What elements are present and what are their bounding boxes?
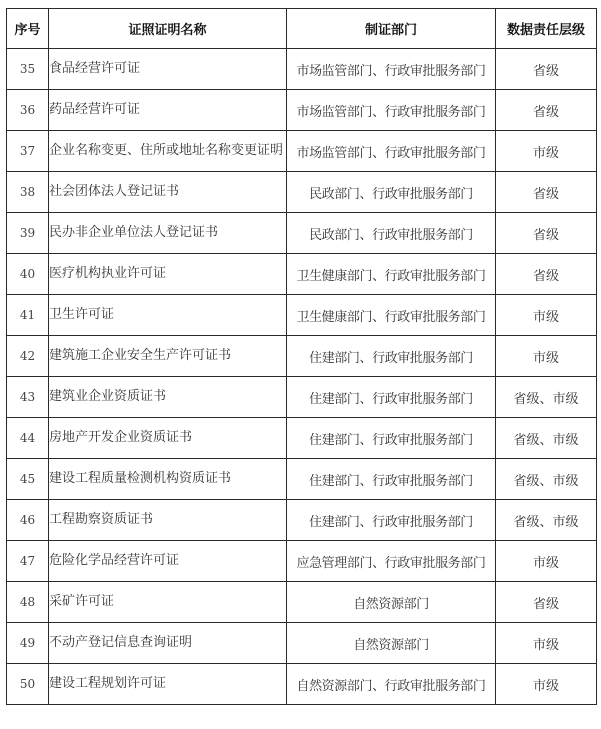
cell-no: 47 (7, 541, 49, 582)
cell-no: 35 (7, 49, 49, 90)
cell-dept: 市场监管部门、行政审批服务部门 (287, 131, 496, 172)
cell-name: 建设工程质量检测机构资质证书 (49, 459, 287, 500)
certificate-table (6, 8, 597, 705)
cell-no: 38 (7, 172, 49, 213)
cell-name: 危险化学品经营许可证 (49, 541, 287, 582)
cell-dept: 卫生健康部门、行政审批服务部门 (287, 254, 496, 295)
cell-name: 建筑业企业资质证书 (49, 377, 287, 418)
cell-no: 41 (7, 295, 49, 336)
cell-level: 省级 (496, 254, 597, 295)
cell-no: 45 (7, 459, 49, 500)
cell-level: 市级 (496, 664, 597, 705)
cell-no: 48 (7, 582, 49, 623)
cell-name: 采矿许可证 (49, 582, 287, 623)
cell-name: 不动产登记信息查询证明 (49, 623, 287, 664)
table-row (7, 500, 597, 541)
header-dept: 制证部门 (287, 9, 496, 49)
cell-level: 省级 (496, 172, 597, 213)
cell-level: 省级 (496, 49, 597, 90)
cell-name: 房地产开发企业资质证书 (49, 418, 287, 459)
cell-name: 卫生许可证 (49, 295, 287, 336)
cell-no: 44 (7, 418, 49, 459)
cell-level: 市级 (496, 131, 597, 172)
cell-level: 市级 (496, 295, 597, 336)
table-row (7, 664, 597, 705)
table-row (7, 172, 597, 213)
table-body (7, 49, 597, 705)
cell-dept: 住建部门、行政审批服务部门 (287, 500, 496, 541)
cell-name: 建设工程规划许可证 (49, 664, 287, 705)
cell-level: 市级 (496, 541, 597, 582)
cell-no: 40 (7, 254, 49, 295)
cell-name: 医疗机构执业许可证 (49, 254, 287, 295)
cell-no: 39 (7, 213, 49, 254)
header-no: 序号 (7, 9, 49, 49)
cell-level: 省级 (496, 90, 597, 131)
table-row (7, 90, 597, 131)
cell-level: 省级、市级 (496, 459, 597, 500)
cell-dept: 应急管理部门、行政审批服务部门 (287, 541, 496, 582)
header-row (7, 9, 597, 49)
cell-level: 省级、市级 (496, 377, 597, 418)
table-row (7, 213, 597, 254)
table-row (7, 582, 597, 623)
cell-dept: 民政部门、行政审批服务部门 (287, 172, 496, 213)
table-row (7, 254, 597, 295)
cell-dept: 住建部门、行政审批服务部门 (287, 459, 496, 500)
cell-no: 46 (7, 500, 49, 541)
cell-no: 49 (7, 623, 49, 664)
header-name: 证照证明名称 (49, 9, 287, 49)
cell-name: 建筑施工企业安全生产许可证书 (49, 336, 287, 377)
cell-dept: 自然资源部门 (287, 623, 496, 664)
cell-level: 市级 (496, 623, 597, 664)
cell-name: 药品经营许可证 (49, 90, 287, 131)
table-row (7, 418, 597, 459)
cell-dept: 住建部门、行政审批服务部门 (287, 377, 496, 418)
cell-no: 37 (7, 131, 49, 172)
cell-name: 工程勘察资质证书 (49, 500, 287, 541)
cell-dept: 市场监管部门、行政审批服务部门 (287, 90, 496, 131)
cell-no: 50 (7, 664, 49, 705)
cell-dept: 自然资源部门、行政审批服务部门 (287, 664, 496, 705)
cell-dept: 卫生健康部门、行政审批服务部门 (287, 295, 496, 336)
cell-name: 民办非企业单位法人登记证书 (49, 213, 287, 254)
cell-name: 社会团体法人登记证书 (49, 172, 287, 213)
cell-level: 市级 (496, 336, 597, 377)
table-row (7, 131, 597, 172)
cell-dept: 自然资源部门 (287, 582, 496, 623)
table-row (7, 623, 597, 664)
cell-level: 省级 (496, 582, 597, 623)
cell-level: 省级、市级 (496, 418, 597, 459)
table-row (7, 49, 597, 90)
cell-no: 43 (7, 377, 49, 418)
cell-dept: 市场监管部门、行政审批服务部门 (287, 49, 496, 90)
cell-no: 42 (7, 336, 49, 377)
cell-dept: 住建部门、行政审批服务部门 (287, 336, 496, 377)
cell-dept: 住建部门、行政审批服务部门 (287, 418, 496, 459)
table-row (7, 336, 597, 377)
cell-level: 省级、市级 (496, 500, 597, 541)
cell-name: 企业名称变更、住所或地址名称变更证明 (49, 131, 287, 172)
cell-level: 省级 (496, 213, 597, 254)
table-row (7, 295, 597, 336)
table-row (7, 541, 597, 582)
cell-no: 36 (7, 90, 49, 131)
header-level: 数据责任层级 (496, 9, 597, 49)
cell-dept: 民政部门、行政审批服务部门 (287, 213, 496, 254)
cell-name: 食品经营许可证 (49, 49, 287, 90)
table-row (7, 377, 597, 418)
table-row (7, 459, 597, 500)
